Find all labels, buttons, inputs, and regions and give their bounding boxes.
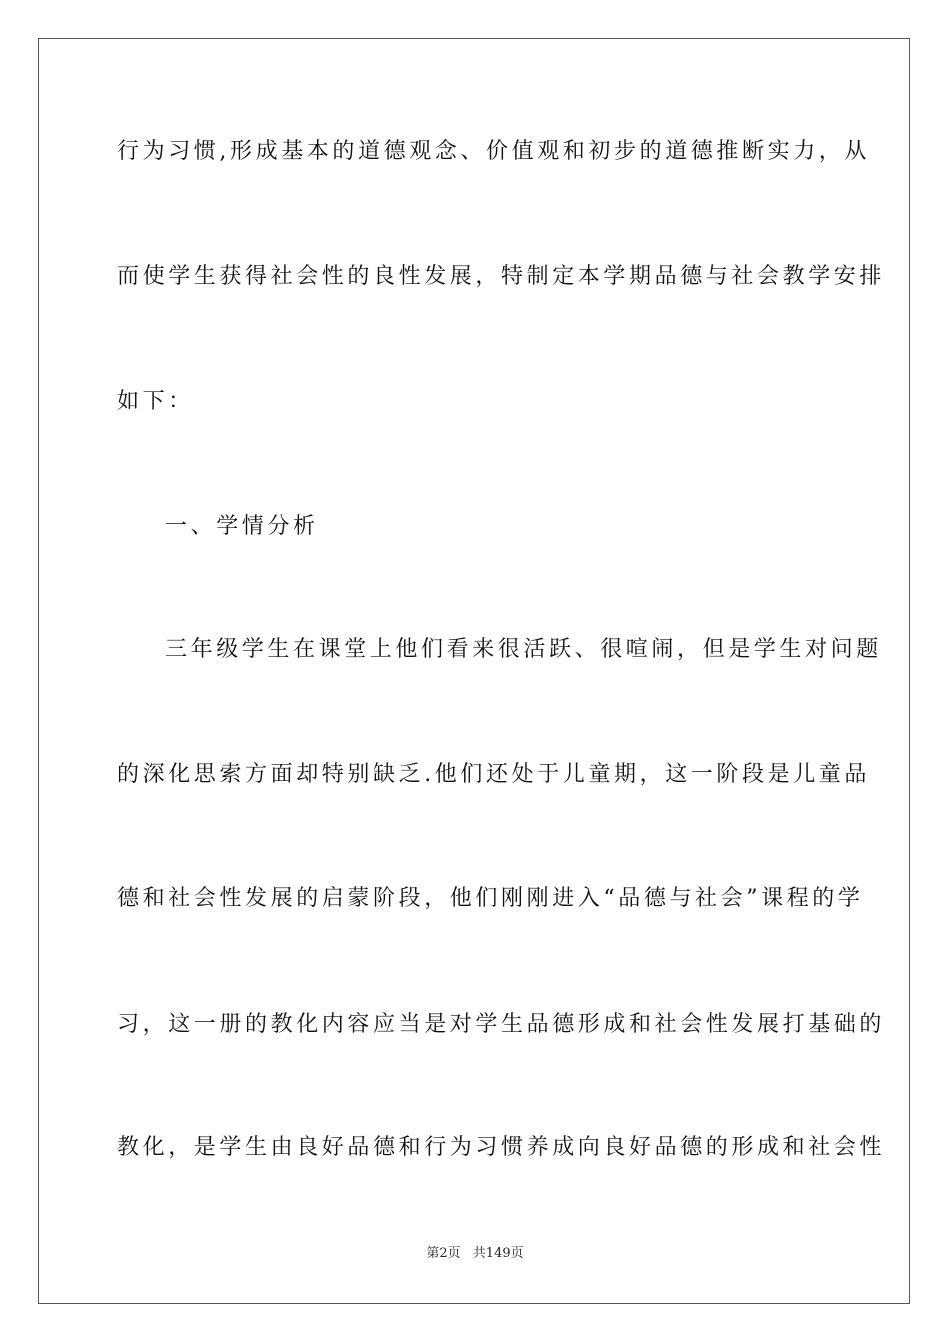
page-number: 第2页: [426, 1246, 461, 1261]
body-text-line: 习，这一册的教化内容应当是对学生品德形成和社会性发展打基础的: [117, 1012, 886, 1037]
section-heading: 一、学情分析: [165, 514, 319, 539]
page-footer: [0, 1245, 950, 1263]
body-text-line: 教化，是学生由良好品德和行为习惯养成向良好品德的形成和社会性: [117, 1135, 886, 1160]
body-text-line: 三年级学生在课堂上他们看来很活跃、很喧闹，但是学生对问题: [165, 637, 882, 662]
body-text-line: 行为习惯,形成基本的道德观念、价值观和初步的道德推断实力，从: [117, 139, 870, 164]
body-text-line: 德和社会性发展的启蒙阶段，他们刚刚进入“品德与社会”课程的学: [117, 886, 864, 911]
page-total: 共149页: [472, 1246, 524, 1261]
body-text-line: 如下：: [117, 389, 194, 414]
body-text-line: 而使学生获得社会性的良性发展，特制定本学期品德与社会教学安排: [117, 264, 886, 289]
page-frame: [38, 38, 910, 1304]
body-text-line: 的深化思索方面却特别缺乏.他们还处于儿童期，这一阶段是儿童品: [117, 762, 870, 787]
